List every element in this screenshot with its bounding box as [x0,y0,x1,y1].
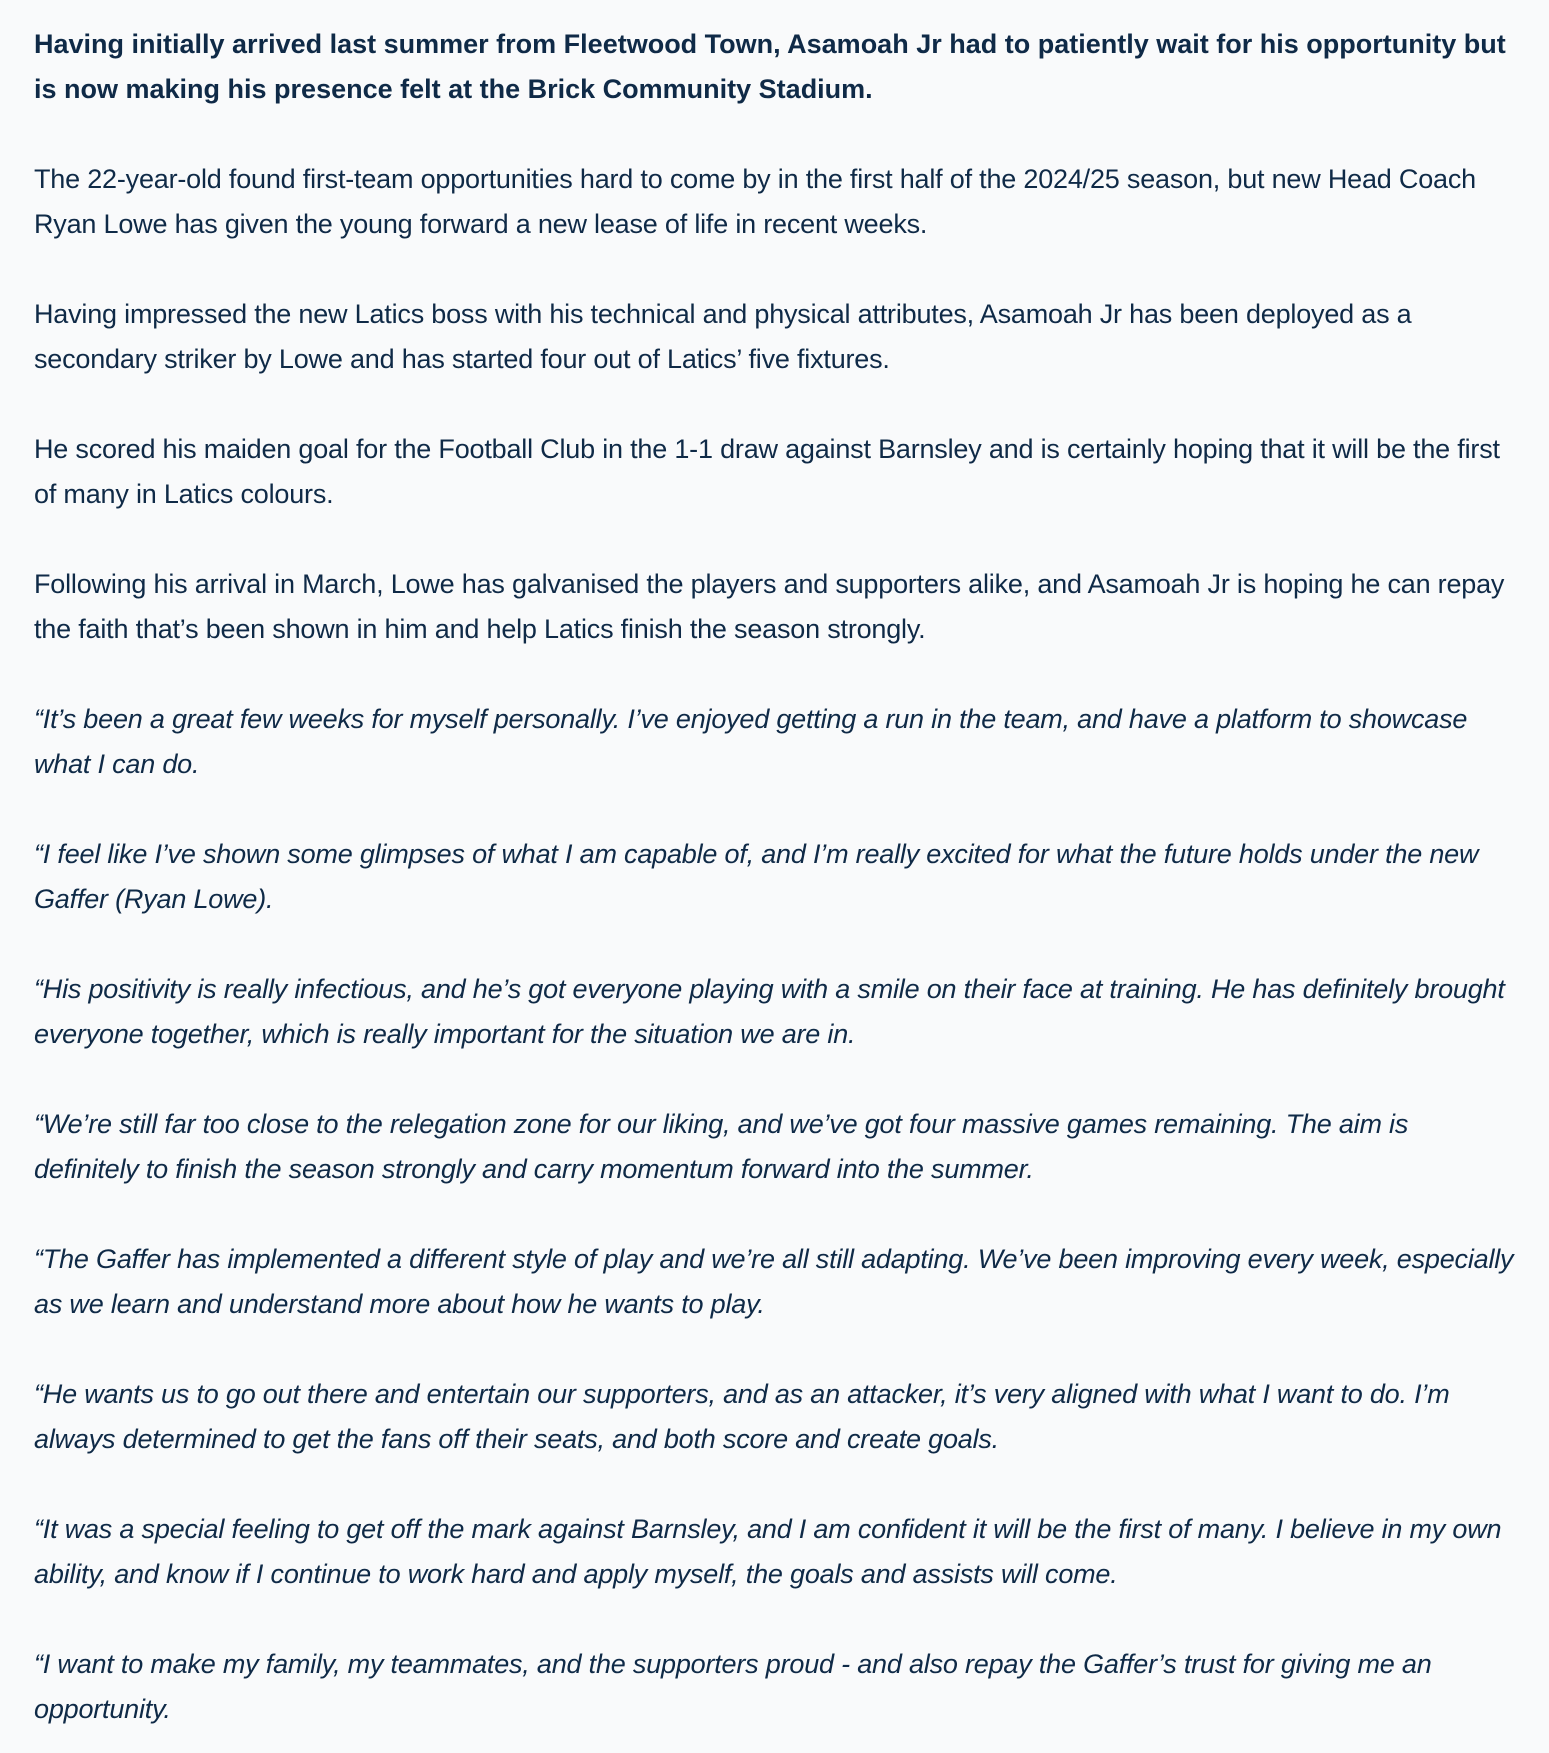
article-paragraph: He scored his maiden goal for the Football Club in the 1-1 draw against Barnsley and is certainly hoping that it will be the first of many in Latics colours. [34,434,1500,509]
article-quote: “I want to make my family, my teammates, and the supporters proud - and also repay the Gaffer’s trust for giving me an opportunity. [34,1649,1432,1724]
article-quote: “The Gaffer has implemented a different style of play and we’re all still adapting. We’ve been improving every week, especially as we learn and understand more about how he wants to play. [34,1244,1514,1319]
article-quote: “We’re still far too close to the relegation zone for our liking, and we’ve got four massive games remaining. The aim is definitely to finish the season strongly and carry momentum forward into the summer. [34,1109,1409,1184]
article-paragraph: The 22-year-old found first-team opportunities hard to come by in the first half of the 2024/25 season, but new Head Coach Ryan Lowe has given the young forward a new lease of life in recent weeks. [34,164,1476,239]
article-lead: Having initially arrived last summer from Fleetwood Town, Asamoah Jr had to patiently wait for his opportunity but is now making his presence felt at the Brick Community Stadium. [34,29,1506,104]
article-quote: “He wants us to go out there and entertain our supporters, and as an attacker, it’s very aligned with what I want to do. I’m always determined to get the fans off their seats, and both score and create goals. [34,1379,1450,1454]
article-quote: “It was a special feeling to get off the mark against Barnsley, and I am confident it will be the first of many. I believe in my own ability, and know if I continue to work hard and apply myself, the goals and assists will come. [34,1514,1502,1589]
article-paragraph: Following his arrival in March, Lowe has galvanised the players and supporters alike, and Asamoah Jr is hoping he can repay the faith that’s been shown in him and help Latics finish the season strongly. [34,569,1505,644]
article-quote: “His positivity is really infectious, and he’s got everyone playing with a smile on their face at training. He has definitely brought everyone together, which is really important for the situation we are in. [34,974,1505,1049]
article-quote: “It’s been a great few weeks for myself personally. I’ve enjoyed getting a run in the team, and have a platform to showcase what I can do. [34,704,1468,779]
article-body [34,22,1514,1732]
article-quote: “I feel like I’ve shown some glimpses of what I am capable of, and I’m really excited for what the future holds under the new Gaffer (Ryan Lowe). [34,839,1479,914]
article-paragraph: Having impressed the new Latics boss with his technical and physical attributes, Asamoah Jr has been deployed as a secondary striker by Lowe and has started four out of Latics’ five fixtures. [34,299,1412,374]
